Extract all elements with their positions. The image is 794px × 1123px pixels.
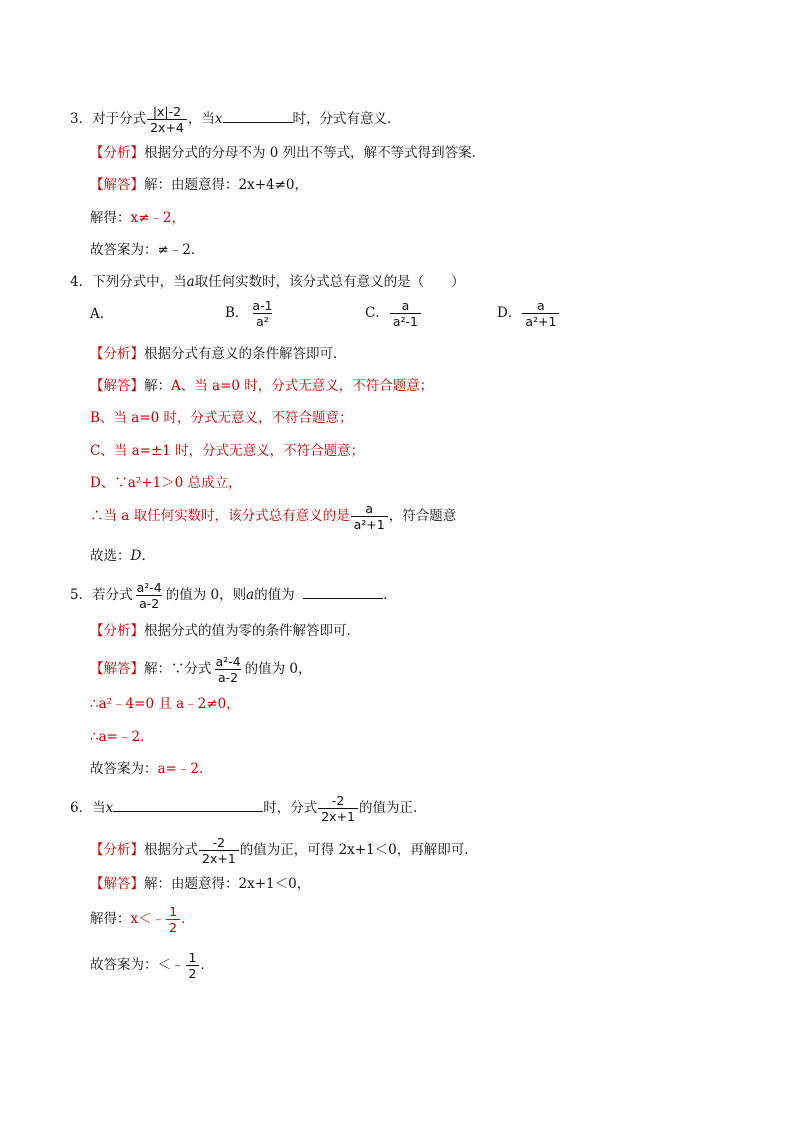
q4-option-a: A． <box>90 306 114 322</box>
q5-final: 故答案为：a=﹣2． <box>90 761 213 777</box>
q5-stem: 5．若分式 $\frac{\text{a²-4}}{a-2}$ 的值为 0，则a的值为 ． <box>70 580 397 611</box>
q6-solve: 解得：x＜﹣ $\frac{1}{2}$ ． <box>90 904 195 935</box>
q3-final: 故答案为：≠﹣2． <box>90 242 205 258</box>
q4-option-d: D． $\frac{a}{\text{a²+1}}$ <box>497 298 560 329</box>
q4-analysis: 【分析】根据分式有意义的条件解答即可． <box>90 346 347 362</box>
answer-blank <box>113 797 263 812</box>
q6-stem: 6．当x 时，分式 $\frac{-2}{2x+1}$ 的值为正． <box>70 793 427 824</box>
q6-analysis: 【分析】根据分式 $\frac{-2}{2x+1}$ 的值为正，可得 2x+1＜0，再解即可． <box>90 835 478 866</box>
q4-option-b: B． $\frac{a-1}{\text{a²}}$ <box>225 298 273 329</box>
q5-step2: ∴a=﹣2． <box>90 729 154 745</box>
q6-final: 故答案为：＜﹣ $\frac{1}{2}$ ． <box>90 950 214 981</box>
answer-blank <box>303 584 383 599</box>
q5-analysis: 【分析】根据分式的值为零的条件解答即可． <box>90 623 360 639</box>
q4-line-b: B、当 a=0 时，分式无意义，不符合题意； <box>90 410 353 426</box>
q4-answer: 【解答】解：A、当 a=0 时，分式无意义，不符合题意； <box>90 378 434 394</box>
q5-answer: 【解答】解：∵分式 $\frac{\text{a²-4}}{a-2}$ 的值为 0， <box>90 654 312 685</box>
q4-stem: 4．下列分式中，当a取任何实数时，该分式总有意义的是（ ） <box>70 274 465 290</box>
q4-line-c: C、当 a=±1 时，分式无意义，不符合题意； <box>90 443 365 459</box>
q4-option-c: C． $\frac{a}{\text{a²-1}}$ <box>365 298 422 329</box>
q3-analysis: 【分析】根据分式的分母不为 0 列出不等式，解不等式得到答案． <box>90 145 486 161</box>
q4-final: 故选：D． <box>90 548 155 564</box>
q3-solve: 解得：x≠﹣2， <box>90 210 186 226</box>
q5-step1: ∴a²﹣4=0 且 a﹣2≠0， <box>90 696 240 712</box>
q4-conclusion: ∴当 a 取任何实数时，该分式总有意义的是 $\frac{a}{\text{a²+1}}$ ，符合题意 <box>90 501 457 532</box>
q6-answer: 【解答】解：由题意得：2x+1＜0， <box>90 876 311 892</box>
q4-line-d: D、∵a²+1＞0 总成立， <box>90 475 242 491</box>
q3-fraction: $\frac{|x|-2}{2x+4}$ <box>147 104 187 135</box>
question-number: 3 <box>70 111 79 127</box>
q3-answer: 【解答】解：由题意得：2x+4≠0， <box>90 177 309 193</box>
answer-blank <box>223 108 293 123</box>
q3-stem: 3．对于分式 $\frac{|x|-2}{2x+4}$ ，当x 时，分式有意义． <box>70 104 401 135</box>
